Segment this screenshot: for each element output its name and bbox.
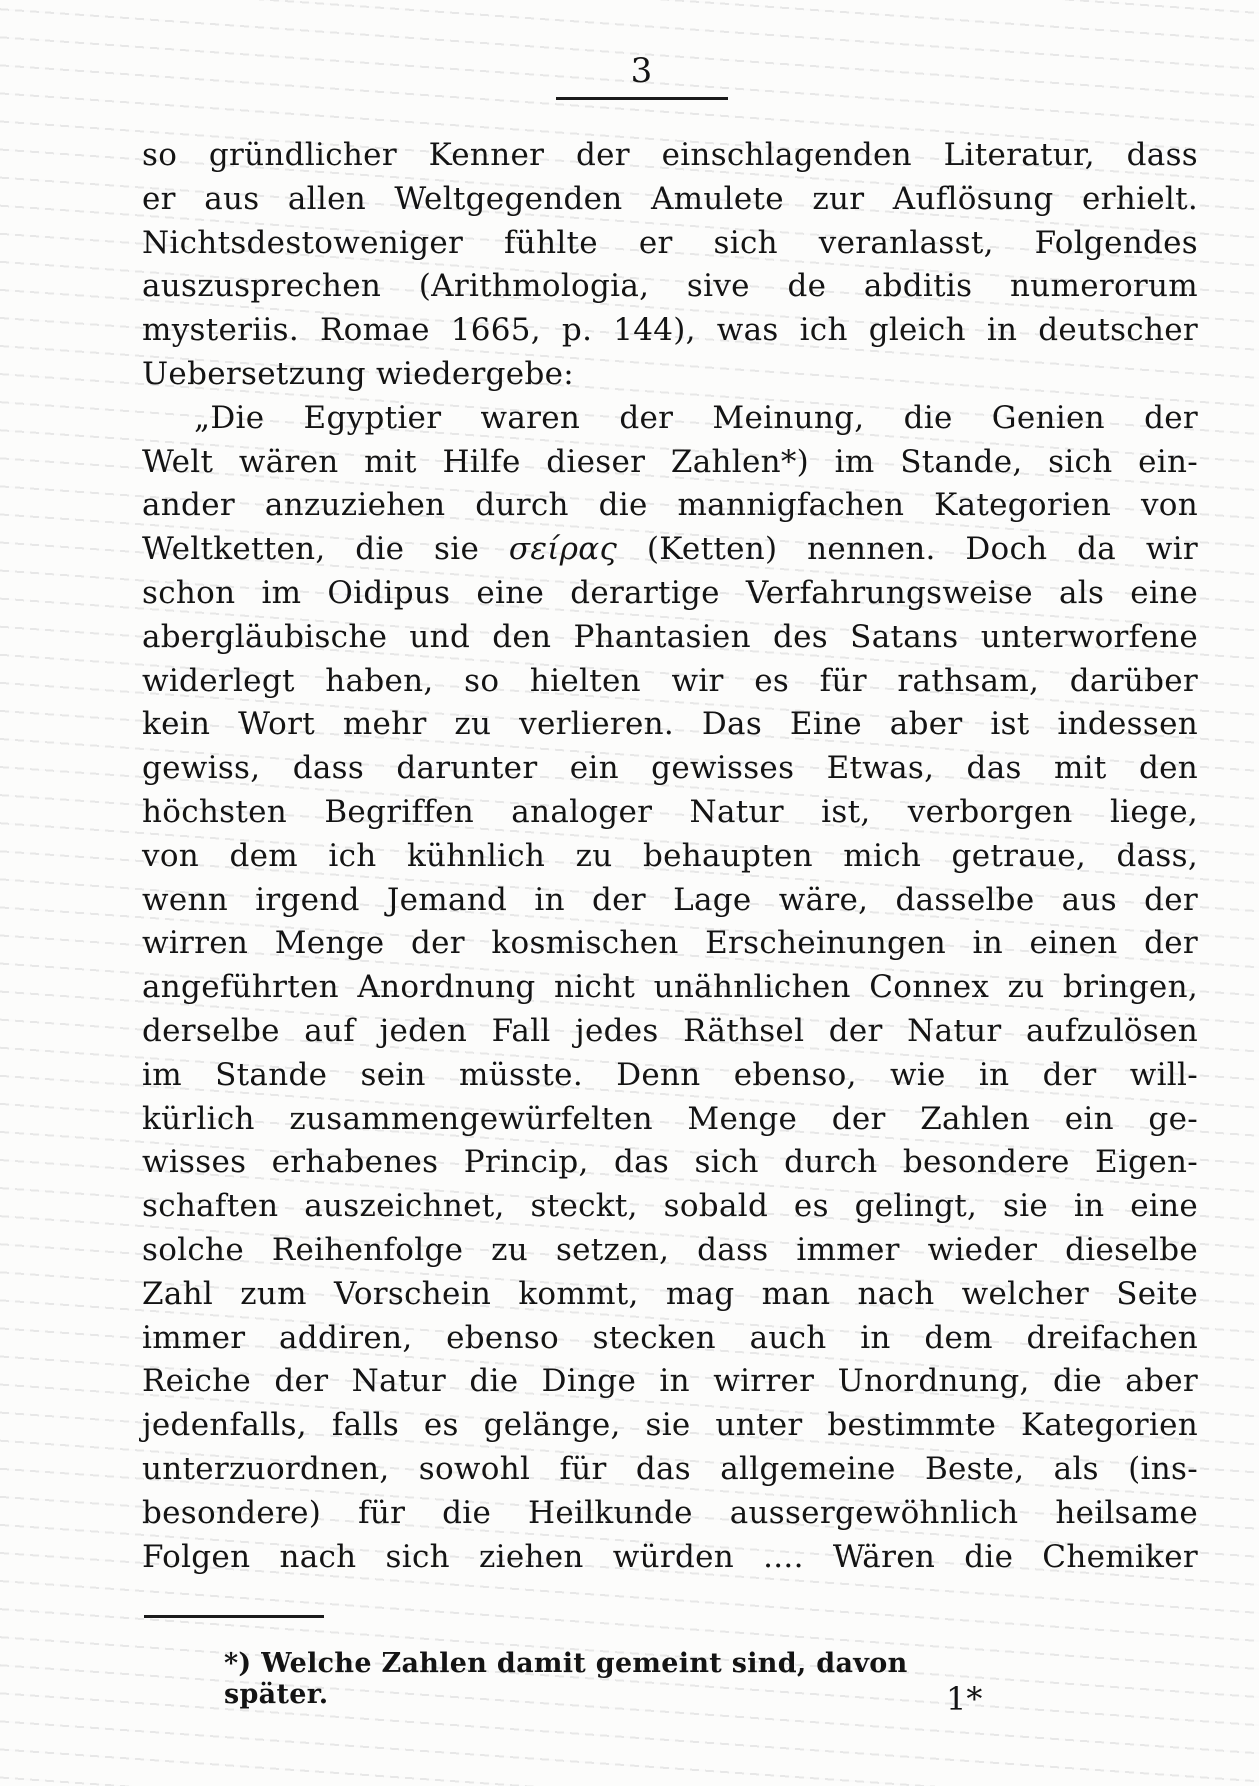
body-line: er aus allen Weltgegenden Amulete zur Auflösung erhielt. — [142, 180, 1198, 217]
body-line: Uebersetzung wiedergebe: — [142, 355, 574, 392]
body-line — [142, 528, 1198, 572]
footnote: *) Welche Zahlen damit gemeint sind, davon später. — [224, 1648, 908, 1710]
body-line: auszusprechen (Arithmologia, sive de abditis numerorum — [142, 268, 1198, 305]
page-number: 3 — [630, 51, 654, 91]
body-line: abergläubische und den Phantasien des Satans unterworfene — [142, 618, 1198, 655]
body-line: unterzuordnen, sowohl für das allgemeine Beste, als (ins- — [142, 1450, 1198, 1487]
page-number-rule — [556, 97, 728, 100]
page-header — [142, 51, 1142, 100]
body-line: schaften auszeichnet, steckt, sobald es gelingt, sie in eine — [142, 1188, 1198, 1225]
body-text — [142, 134, 1198, 1579]
footnote-separator-rule — [144, 1615, 324, 1618]
body-line: Folgen nach sich ziehen würden .... Wären die Chemiker — [142, 1538, 1198, 1575]
body-line: jedenfalls, falls es gelänge, sie unter bestimmte Kategorien — [142, 1407, 1198, 1444]
body-line: schon im Oidipus eine derartige Verfahrungsweise als eine — [142, 574, 1198, 611]
body-line: wenn irgend Jemand in der Lage wäre, dasselbe aus der — [142, 881, 1198, 918]
body-line: angeführten Anordnung nicht unähnlichen Connex zu bringen, — [142, 969, 1198, 1006]
body-line: besondere) für die Heilkunde aussergewöhnlich heilsame — [142, 1494, 1198, 1531]
line-fragment: Weltketten, die sie — [142, 531, 509, 568]
body-line: widerlegt haben, so hielten wir es für rathsam, darüber — [142, 662, 1198, 699]
body-line: derselbe auf jeden Fall jedes Räthsel der Natur aufzulösen — [142, 1012, 1198, 1049]
body-line: wisses erhabenes Princip, das sich durch besondere Eigen- — [142, 1144, 1198, 1181]
body-line: solche Reihenfolge zu setzen, dass immer wieder dieselbe — [142, 1231, 1198, 1268]
body-line: ander anzuziehen durch die mannigfachen Kategorien von — [142, 487, 1198, 524]
body-line: Reiche der Natur die Dinge in wirrer Unordnung, die aber — [142, 1363, 1198, 1400]
body-line: Zahl zum Vorschein kommt, mag man nach welcher Seite — [142, 1275, 1198, 1312]
line-fragment: (Ketten) nennen. Doch da wir — [617, 531, 1198, 568]
body-line: kein Wort mehr zu verlieren. Das Eine aber ist indessen — [142, 706, 1198, 743]
body-line: kürlich zusammengewürfelten Menge der Zahlen ein ge- — [142, 1100, 1198, 1137]
body-line: im Stande sein müsste. Denn ebenso, wie in der will- — [142, 1056, 1198, 1093]
body-line: gewiss, dass darunter ein gewisses Etwas, das mit den — [142, 750, 1198, 787]
body-line: Welt wären mit Hilfe dieser Zahlen*) im Stande, sich ein- — [142, 443, 1198, 480]
body-line: mysteriis. Romae 1665, p. 144), was ich gleich in deutscher — [142, 312, 1198, 349]
body-line: „Die Egyptier waren der Meinung, die Genien der — [194, 399, 1198, 436]
body-line: Nichtsdestoweniger fühlte er sich veranlasst, Folgendes — [142, 224, 1198, 261]
signature-mark: 1* — [946, 1680, 983, 1718]
body-line: so gründlicher Kenner der einschlagenden Literatur, dass — [142, 137, 1198, 173]
greek-word: σείρας — [508, 531, 618, 568]
body-line: immer addiren, ebenso stecken auch in dem dreifachen — [142, 1319, 1198, 1356]
body-line: von dem ich kühnlich zu behaupten mich getraue, dass, — [142, 837, 1198, 874]
body-line: wirren Menge der kosmischen Erscheinungen in einen der — [142, 925, 1198, 962]
body-line: höchsten Begriffen analoger Natur ist, verborgen liege, — [142, 793, 1198, 830]
